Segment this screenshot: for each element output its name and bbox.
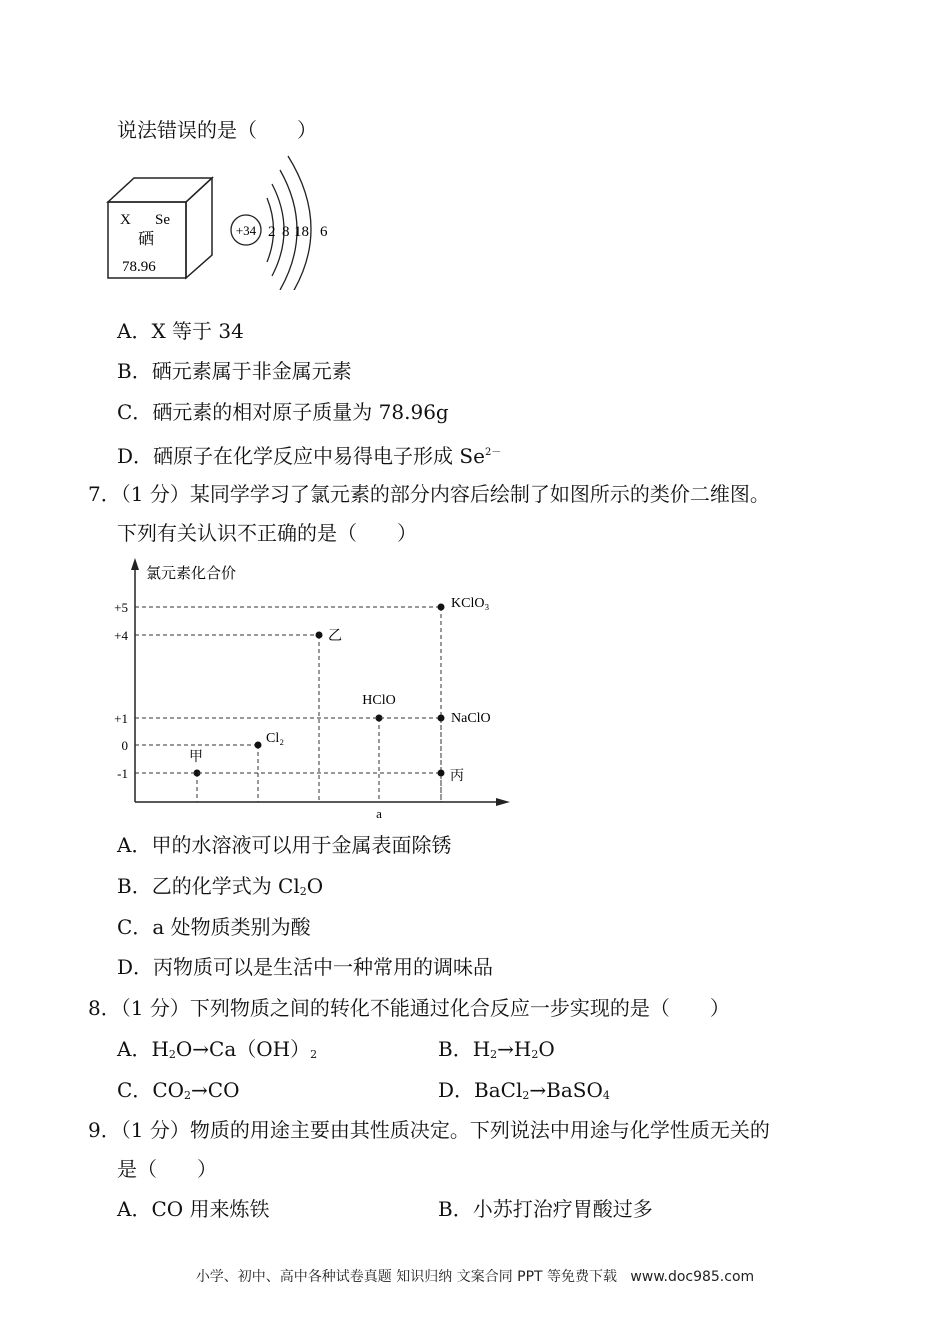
q8-d-p1: BaCl [474, 1078, 523, 1102]
q6-stem-tail: 说法错误的是（ ） [117, 118, 317, 142]
q8-b-s2: 2 [531, 1048, 539, 1061]
nucleus-charge: +34 [235, 223, 257, 238]
q8-stem [88, 994, 730, 1022]
selenium-diagram [100, 150, 340, 290]
element-x-label: X [120, 212, 131, 228]
q7-option-b-label: B． [117, 874, 152, 898]
point-label: 丙 [450, 769, 464, 784]
point-label: NaClO [451, 711, 491, 726]
q7-stem-line1 [88, 480, 770, 508]
q7-option-a[interactable] [117, 831, 451, 859]
point-label: Cl₂ [266, 731, 285, 746]
q8-option-d[interactable] [438, 1076, 610, 1110]
q7-option-c[interactable] [117, 913, 311, 941]
point-label: KClO₃ [451, 596, 490, 611]
q9-option-b-label: B． [438, 1197, 473, 1221]
q8-c-p1: CO [152, 1078, 185, 1102]
q9-option-a-label: A． [117, 1197, 152, 1221]
q7-option-b-sub: 2 [299, 885, 307, 898]
point-label: HClO [362, 693, 396, 708]
q8-b-p2: →H [497, 1037, 532, 1061]
q8-option-b[interactable] [438, 1035, 555, 1069]
q7-stem-line2: 下列有关认识不正确的是（ ） [117, 521, 417, 545]
q6-option-d-label: D． [117, 444, 154, 468]
footer-text: 小学、初中、高中各种试卷真题 知识归纳 文案合同 PPT 等免费下载 [195, 1269, 618, 1285]
page-footer [0, 1266, 950, 1286]
q9-option-b-text: 小苏打治疗胃酸过多 [472, 1197, 653, 1221]
q9-stem-line2: 是（ ） [117, 1157, 217, 1181]
q8-option-a[interactable] [117, 1035, 317, 1069]
y-tick-label: 0 [121, 738, 128, 753]
q8-a-p1: H [151, 1037, 169, 1061]
q8-option-c[interactable] [117, 1076, 239, 1110]
q7-option-c-text: a 处物质类别为酸 [152, 915, 311, 939]
y-tick-label: +1 [114, 711, 128, 726]
q7-option-d-label: D． [117, 955, 154, 979]
q8-option-d-label: D． [438, 1078, 475, 1102]
footer-url[interactable]: www.doc985.com [630, 1269, 755, 1285]
q7-option-d[interactable] [117, 953, 493, 981]
q9-stem-line1 [88, 1116, 770, 1144]
data-point [316, 632, 323, 639]
q7-option-d-text: 丙物质可以是生活中一种常用的调味品 [153, 955, 494, 979]
q8-c-p2: →CO [191, 1078, 240, 1102]
y-tick-label: -1 [117, 766, 128, 781]
q6-option-a-label: A． [117, 319, 152, 343]
q6-option-d[interactable] [117, 439, 501, 470]
element-name: 硒 [138, 231, 155, 248]
q8-option-b-label: B． [438, 1037, 473, 1061]
q6-option-c-text: 硒元素的相对原子质量为 78.96g [152, 400, 449, 424]
shell-electrons-1: 2 [268, 224, 276, 240]
q8-d-s2: 4 [602, 1089, 610, 1102]
q6-option-c[interactable] [117, 398, 449, 426]
q9-option-b[interactable] [438, 1195, 653, 1223]
data-point [438, 604, 445, 611]
q6-option-b-label: B． [117, 359, 152, 383]
q7-number: 7． [88, 482, 121, 506]
y-axis-arrow [131, 558, 139, 570]
shell-electrons-3: 18 [294, 224, 309, 240]
q9-option-a[interactable] [117, 1195, 270, 1223]
q8-b-p1: H [472, 1037, 491, 1061]
q6-option-b-text: 硒元素属于非金属元素 [151, 359, 352, 383]
q8-c-s1: 2 [184, 1089, 192, 1102]
q8-option-a-label: A． [117, 1037, 152, 1061]
q8-b-s1: 2 [490, 1048, 498, 1061]
data-point [438, 770, 445, 777]
q6-option-c-label: C． [117, 400, 153, 424]
shell-electrons-2: 8 [282, 224, 290, 240]
q7-option-a-label: A． [117, 833, 152, 857]
q8-a-s2: 2 [310, 1048, 318, 1061]
data-point [255, 742, 262, 749]
element-mass: 78.96 [122, 259, 156, 275]
q9-option-a-text: CO 用来炼铁 [151, 1197, 270, 1221]
q7-option-b-text-pre: 乙的化学式为 Cl [151, 874, 300, 898]
point-label: 甲 [189, 750, 203, 765]
q8-stem-text: （1 分）下列物质之间的转化不能通过化合反应一步实现的是（ ） [120, 996, 730, 1020]
shell-electrons-4: 6 [320, 224, 328, 240]
q7-option-b[interactable] [117, 872, 323, 906]
q9-number: 9． [88, 1118, 121, 1142]
y-tick-label: +4 [114, 628, 128, 643]
q6-option-b[interactable] [117, 357, 352, 385]
q7-stem-text1: （1 分）某同学学习了氯元素的部分内容后绘制了如图所示的类价二维图。 [120, 482, 770, 506]
data-point [438, 715, 445, 722]
electron-shell-arcs [267, 156, 311, 290]
q8-a-s1: 2 [168, 1048, 176, 1061]
q6-option-d-text: 硒原子在化学反应中易得电子形成 Se [153, 444, 485, 468]
q9-stem-text1: （1 分）物质的用途主要由其性质决定。下列说法中用途与化学性质无关的 [120, 1118, 770, 1142]
element-symbol: Se [155, 212, 170, 228]
q8-number: 8． [88, 996, 121, 1020]
x-category-label: a [376, 806, 382, 821]
q8-a-p2: O→Ca（OH） [175, 1037, 311, 1061]
x-axis-arrow [496, 798, 510, 806]
y-tick-label: +5 [114, 600, 128, 615]
q8-d-s1: 2 [522, 1089, 530, 1102]
valence-chart [100, 552, 520, 822]
q6-option-d-charge: 2－ [484, 447, 502, 458]
q8-b-p3: O [538, 1037, 555, 1061]
q8-d-p2: →BaSO [529, 1078, 603, 1102]
y-axis-label: 氯元素化合价 [146, 566, 237, 582]
q8-option-c-label: C． [117, 1078, 153, 1102]
point-label: 乙 [328, 629, 342, 644]
q7-option-a-text: 甲的水溶液可以用于金属表面除锈 [151, 833, 452, 857]
q7-option-b-text-post: O [306, 874, 324, 898]
q6-option-a[interactable] [117, 317, 244, 345]
q6-option-a-text: X 等于 34 [151, 319, 244, 343]
q7-option-c-label: C． [117, 915, 153, 939]
